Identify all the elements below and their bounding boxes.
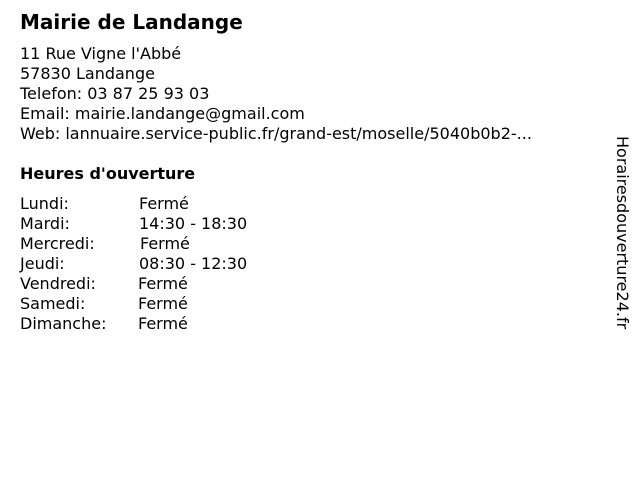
address-city: 57830 Landange	[20, 64, 155, 83]
email-line: Email: mairie.landange@gmail.com	[20, 104, 305, 123]
day-label: Mardi:	[20, 214, 70, 233]
site-watermark: Horairesdouverture24.fr	[613, 136, 632, 330]
day-label: Samedi:	[20, 294, 86, 313]
day-hours: 08:30 - 12:30	[139, 254, 248, 273]
day-label: Mercredi:	[20, 234, 95, 253]
page-title: Mairie de Landange	[20, 10, 243, 34]
contact-block	[20, 44, 532, 144]
day-label: Dimanche:	[20, 314, 107, 333]
day-hours: Fermé	[138, 274, 188, 293]
day-hours: Fermé	[138, 314, 188, 333]
hours-heading: Heures d'ouverture	[20, 164, 196, 183]
day-label: Vendredi:	[20, 274, 96, 293]
day-label: Lundi:	[20, 194, 69, 213]
phone-line: Telefon: 03 87 25 93 03	[20, 84, 210, 103]
day-hours: 14:30 - 18:30	[139, 214, 248, 233]
day-hours: Fermé	[139, 194, 189, 213]
day-label: Jeudi:	[20, 254, 65, 273]
web-line: Web: lannuaire.service-public.fr/grand-est/moselle/5040b0b2-...	[20, 124, 532, 143]
day-hours: Fermé	[138, 294, 188, 313]
address-street: 11 Rue Vigne l'Abbé	[20, 44, 182, 63]
day-hours: Fermé	[140, 234, 190, 253]
